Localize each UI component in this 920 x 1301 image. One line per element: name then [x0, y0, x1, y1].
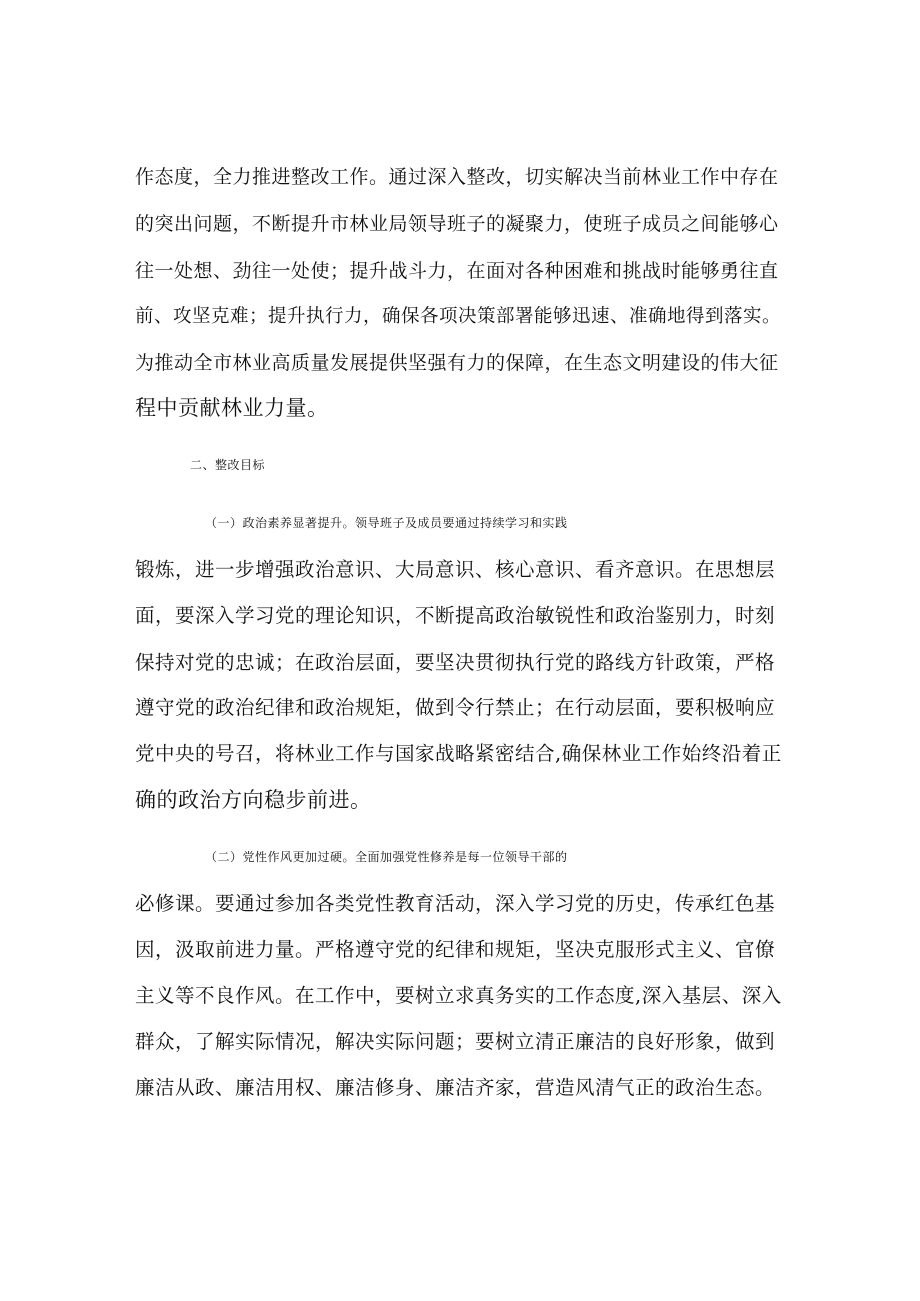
paragraph-1-line-6: 程中贡献林业力量。	[135, 396, 329, 420]
paragraph-1-line-5: 为推动全市林业高质量发展提供坚强有力的保障，在生态文明建设的伟大征	[135, 352, 779, 374]
paragraph-3-line-1: （二）党性作风更加过硬。全面加强党性修养是每一位领导干部的	[205, 850, 568, 864]
paragraph-3-line-4: 主义等不良作风。在工作中，要树立求真务实的工作态度,深入基层、深入	[135, 984, 782, 1007]
paragraph-3-line-5: 群众，了解实际情况，解决实际问题；要树立清正廉洁的良好形象，做到	[135, 1030, 776, 1053]
paragraph-3-line-6: 廉洁从政、廉洁用权、廉洁修身、廉洁齐家，营造风清气正的政治生态。	[135, 1076, 776, 1099]
paragraph-2-line-1: （一）政治素养显著提升。领导班子及成员要通过持续学习和实践	[205, 516, 568, 530]
paragraph-3-line-3: 因，汲取前进力量。严格遵守党的纪律和规矩，坚决克服形式主义、官僚	[135, 938, 776, 961]
paragraph-1-line-2: 的突出问题，不断提升市林业局领导班子的凝聚力，使班子成员之间能够心	[135, 213, 779, 235]
paragraph-2-line-5: 遵守党的政治纪律和政治规矩，做到令行禁止；在行动层面，要积极响应	[135, 696, 776, 719]
paragraph-3-line-2: 必修课。要通过参加各类党性教育活动，深入学习党的历史，传承红色基	[135, 892, 776, 915]
paragraph-1-line-4: 前、攻坚克难；提升执行力，确保各项决策部署能够迅速、准确地得到落实。	[135, 306, 782, 327]
section-heading: 二、整改目标	[190, 458, 266, 472]
paragraph-2-line-3: 面，要深入学习党的理论知识，不断提高政治敏锐性和政治鉴别力，时刻	[135, 604, 776, 627]
paragraph-1-line-1: 作态度，全力推进整改工作。通过深入整改，切实解决当前林业工作中存在	[135, 166, 779, 188]
paragraph-1-line-3: 往一处想、劲往一处使；提升战斗力，在面对各种困难和挑战时能够勇往直	[135, 260, 779, 282]
paragraph-2-line-2: 锻炼，进一步增强政治意识、大局意识、核心意识、看齐意识。在思想层	[135, 558, 776, 581]
paragraph-2-line-7: 确的政治方向稳步前进。	[135, 788, 372, 812]
paragraph-2-line-4: 保持对党的忠诚；在政治层面，要坚决贯彻执行党的路线方针政策，严格	[135, 651, 776, 674]
paragraph-2-line-6: 党中央的号召，将林业工作与国家战略紧密结合,确保林业工作始终沿着正	[135, 742, 782, 765]
